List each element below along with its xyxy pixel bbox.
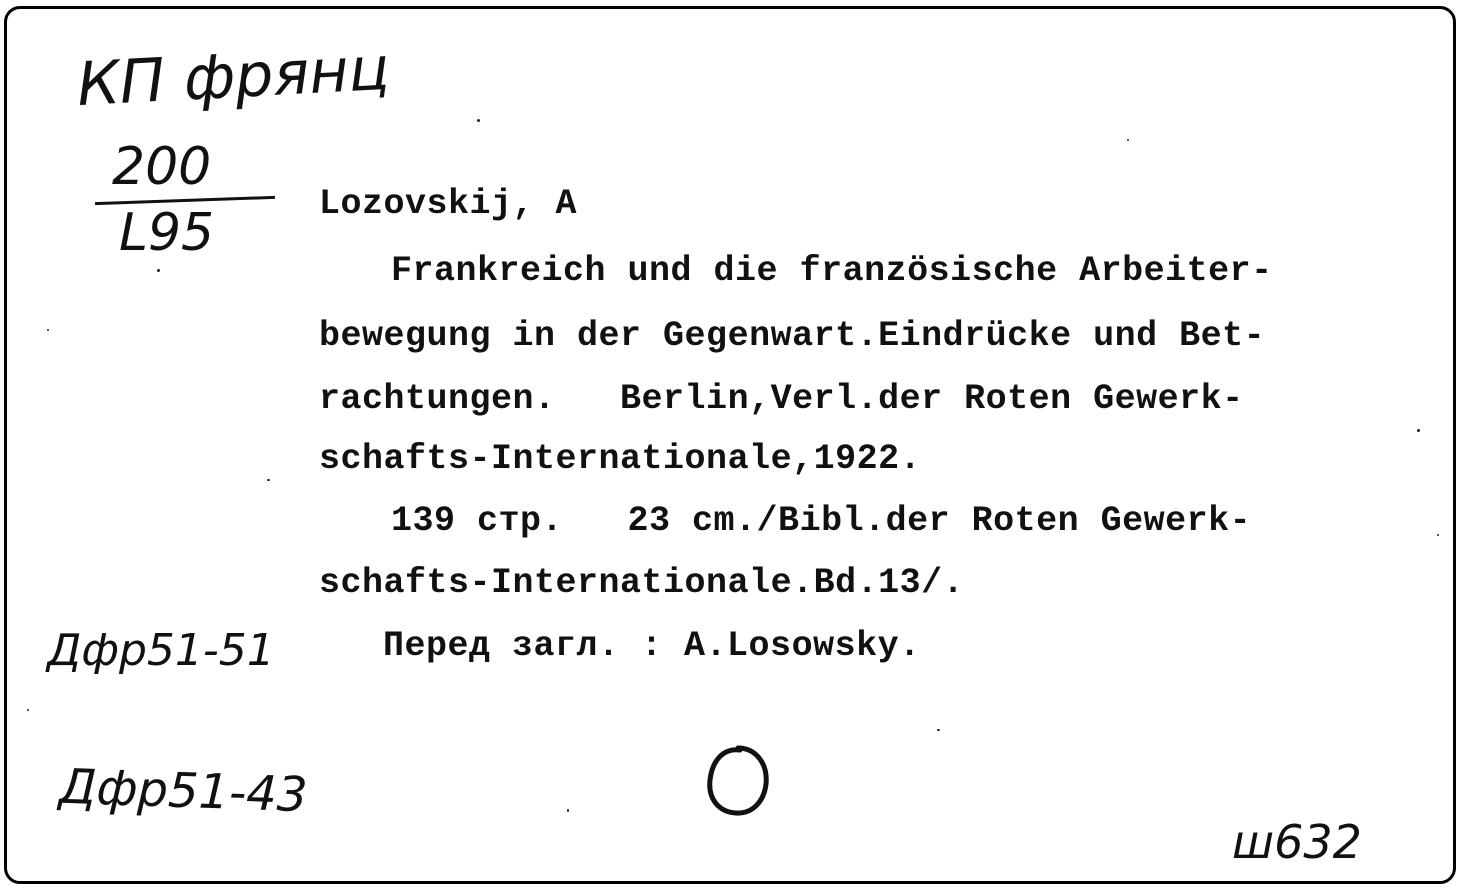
- scan-speck: [47, 329, 49, 331]
- handwritten-fraction-numerator: 200: [112, 137, 212, 197]
- author-line: Lozovskij, A: [319, 184, 578, 224]
- imprint-line-1: rachtungen. Berlin,Verl.der Roten Gewerk-: [319, 379, 1244, 419]
- handwritten-shelf-mark: КП фрянц: [75, 33, 391, 121]
- catalog-card: [4, 6, 1456, 884]
- handwritten-fraction-denominator: L95: [119, 203, 215, 263]
- imprint-line-2: schafts-Internationale,1922.: [319, 439, 922, 479]
- scan-speck: [567, 809, 569, 812]
- note-line: Перед загл. : A.Losowsky.: [383, 626, 921, 666]
- scan-speck: [477, 119, 480, 122]
- circle-mark: [702, 742, 774, 820]
- scan-speck: [157, 269, 160, 272]
- scan-speck: [267, 479, 270, 481]
- collation-line-2: schafts-Internationale.Bd.13/.: [319, 563, 965, 603]
- handwritten-inventory-number-2: Дфр51-43: [58, 758, 309, 824]
- title-line-1: Frankreich und die französische Arbeiter-: [391, 251, 1273, 291]
- scan-speck: [27, 709, 29, 711]
- scan-speck: [1417, 429, 1420, 432]
- handwritten-bottom-right-mark: ш632: [1232, 815, 1362, 869]
- title-line-2: bewegung in der Gegenwart.Eindrücke und Bet-: [319, 316, 1266, 356]
- scan-speck: [1127, 139, 1129, 141]
- handwritten-inventory-number-1: Дфр51-51: [47, 625, 275, 676]
- scan-speck: [1437, 534, 1439, 536]
- scan-speck: [937, 729, 940, 731]
- collation-line-1: 139 стр. 23 cm./Bibl.der Roten Gewerk-: [391, 501, 1252, 541]
